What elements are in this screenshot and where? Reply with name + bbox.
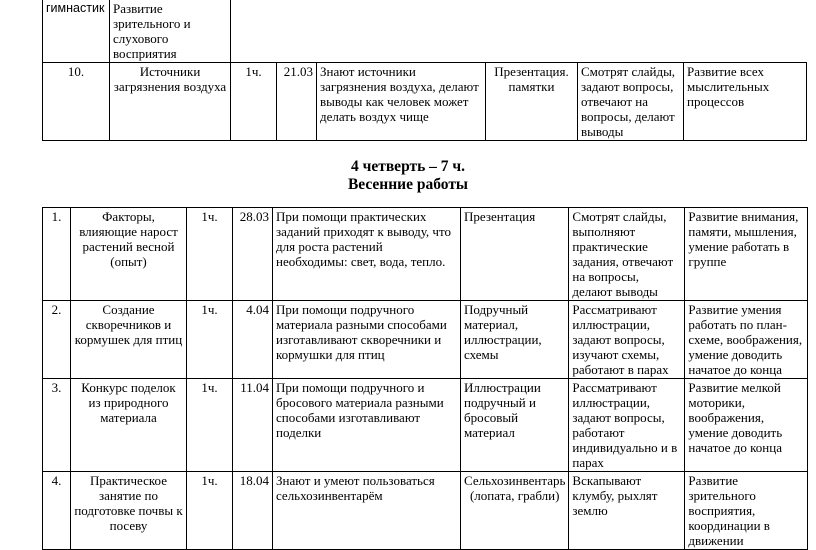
- cell-content: При помощи практических заданий приходят к выводу, что для роста растений необходимы: свет, вода, тепло.: [273, 208, 461, 301]
- cell-activity: Смотрят слайды, выполняют практические задания, отвечают на вопросы, делают выводы: [569, 208, 685, 301]
- cell-content: При помощи подручного материала разными способами изготавливают скворечники и кормушки для птиц: [273, 301, 461, 379]
- table-row: [43, 208, 808, 301]
- cell-development: Развитие умения работать по план-схеме, воображения, умение доводить начатое до конца: [685, 301, 808, 379]
- cell-num: 1.: [43, 208, 71, 301]
- section-subtitle: Весенние работы: [347, 176, 469, 193]
- cell-hours: 1ч.: [187, 379, 233, 472]
- cell-development: Развитие внимания, памяти, мышления, умение работать в группе: [685, 208, 808, 301]
- cell-content: При помощи подручного и бросового материала разными способами изготавливают поделки: [273, 379, 461, 472]
- cell-development: Развитие мелкой моторики, воображения, умение доводить начатое до конца: [685, 379, 808, 472]
- cell-num: 2.: [43, 301, 71, 379]
- cell-date: 18.04: [233, 472, 273, 550]
- cell-hours: 1ч.: [187, 472, 233, 550]
- cell-visual: Презентация: [461, 208, 569, 301]
- section-heading: [0, 158, 816, 194]
- cell-activity: Рассматривают иллюстрации, задают вопросы, изучают схемы, работают в парах: [569, 301, 685, 379]
- cell-num: 10.: [43, 63, 110, 141]
- cell-visual: Сельхозинвентарь (лопата, грабли): [461, 472, 569, 550]
- cell-prev-development: Развитие зрительного и слухового восприятия: [110, 0, 231, 63]
- cell-topic: Источники загрязнения воздуха: [110, 63, 231, 141]
- cell-date: 21.03: [277, 63, 317, 141]
- cell-development: Развитие зрительного восприятия, координации в движении: [685, 472, 808, 550]
- cell-content: Знают и умеют пользоваться сельхозинвентарём: [273, 472, 461, 550]
- table-row: [43, 379, 808, 472]
- cell-activity: Смотрят слайды, задают вопросы, отвечают на вопросы, делают выводы: [578, 63, 684, 141]
- table-row: [43, 301, 808, 379]
- table-row: [43, 472, 808, 550]
- cell-prev-topic: гимнастик: [43, 0, 110, 63]
- table-row: [43, 0, 807, 63]
- cell-visual: Презентация. памятки: [486, 63, 578, 141]
- cell-date: 28.03: [233, 208, 273, 301]
- cell-date: 4.04: [233, 301, 273, 379]
- section-title: 4 четверть – 7 ч.: [350, 158, 466, 175]
- cell-hours: 1ч.: [187, 301, 233, 379]
- cell-visual: Подручный материал, иллюстрации, схемы: [461, 301, 569, 379]
- cell-num: 3.: [43, 379, 71, 472]
- cell-activity: Рассматривают иллюстрации, задают вопросы, работают индивидуально и в парах: [569, 379, 685, 472]
- top-table: [42, 0, 807, 141]
- cell-activity: Вскапывают клумбу, рыхлят землю: [569, 472, 685, 550]
- cell-hours: 1ч.: [187, 208, 233, 301]
- cell-topic: Практическое занятие по подготовке почвы к посеву: [71, 472, 187, 550]
- cell-date: 11.04: [233, 379, 273, 472]
- cell-visual: Иллюстрации подручный и бросовый материал: [461, 379, 569, 472]
- cell-content: Знают источники загрязнения воздуха, делают выводы как человек может делать воздух чище: [317, 63, 486, 141]
- cell-topic: Создание скворечников и кормушек для птиц: [71, 301, 187, 379]
- cell-development: Развитие всех мыслительных процессов: [684, 63, 807, 141]
- cell-hours: 1ч.: [231, 63, 277, 141]
- empty-area: [231, 0, 807, 63]
- lesson-table: [42, 207, 808, 550]
- table-row: [43, 63, 807, 141]
- cell-topic: Конкурс поделок из природного материала: [71, 379, 187, 472]
- cell-topic: Факторы, влияющие нарост растений весной (опыт): [71, 208, 187, 301]
- cell-num: 4.: [43, 472, 71, 550]
